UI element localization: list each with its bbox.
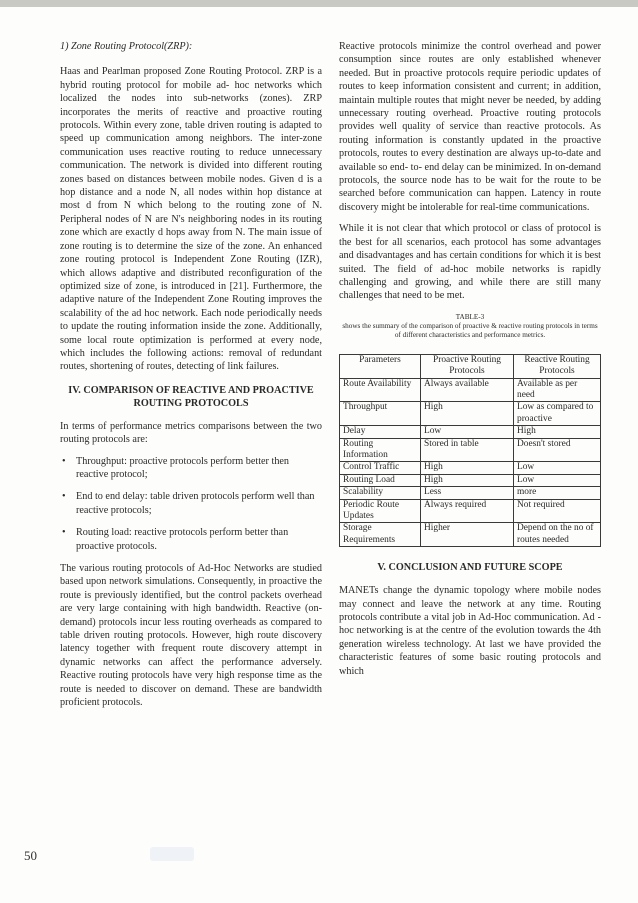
reactive-paragraph: Reactive protocols minimize the control overhead and power consumption since routes are only established whenever needed. But in proactive protocols require periodic updates of routes to keep information consistent and current; in addition, maintain multiple routes that might never be needed, by adding unnecessary routing overhead. Proactive routing protocols provides well quality of service than reactive protocols. As routing information is constantly updated in the proactive protocols, routes to every destination are always up-to-date and available so end- to- end delay can be minimized. In on-demand protocols, the source node has to be wait for the route to be searched before communication can happen. Latency in route discovery might be intolerable for real-time communications. <box>339 41 601 213</box>
table-cell: Route Availability <box>340 378 421 402</box>
zrp-subheading: 1) Zone Routing Protocol(ZRP): <box>60 41 193 52</box>
list-item: • Throughput: proactive protocols perform better then reactive protocol; <box>60 455 322 482</box>
page-number: 50 <box>24 848 37 863</box>
table-cell: High <box>421 462 514 474</box>
table-cell: Low <box>514 474 601 486</box>
table-header-cell: Reactive Routing Protocols <box>514 354 601 378</box>
list-item: • End to end delay: table driven protocols perform well than reactive protocols; <box>60 490 322 517</box>
table-cell: Available as per need <box>514 378 601 402</box>
table-cell: Control Traffic <box>340 462 421 474</box>
section-v-heading: V. CONCLUSION AND FUTURE SCOPE <box>377 562 563 574</box>
table-cell: Not required <box>514 499 601 523</box>
table-row <box>340 523 601 547</box>
table-cell: Doesn't stored <box>514 438 601 462</box>
table-title: TABLE-3 <box>455 312 485 321</box>
table-cell: Less <box>421 487 514 499</box>
table-cell: Periodic Route Updates <box>340 499 421 523</box>
table-row <box>340 462 601 474</box>
table-cell: High <box>514 426 601 438</box>
scenario-paragraph: While it is not clear that which protocol or class of protocol is the best for all scenarios, each protocol has some advantages and disadvantages and has certain conditions for which it is best suited. The field of ad-hoc mobile networks is rapidly challenging and growing, and while there are still many challenges that need to be met. <box>339 223 601 302</box>
table-header-row <box>340 354 601 378</box>
table-row <box>340 402 601 426</box>
table-caption: shows the summary of the comparison of proactive & reactive routing protocols in terms of different characteristics and performance metrics. <box>342 321 598 339</box>
section-iv-heading: IV. COMPARISON OF REACTIVE AND PROACTIVE ROUTING PROTOCOLS <box>68 384 314 409</box>
zrp-paragraph: Haas and Pearlman proposed Zone Routing Protocol. ZRP is a hybrid routing protocol for mobile ad- hoc networks which localized the nodes into sub-networks (zones). ZRP incorporates the merits of reactive and proactive routing protocols. Within every zone, table driven routing is adapted to speed up communication among neighbors. The inter-zone communication uses reactive routing to reduce unnecessary communication. The network is divided into different routing zones based on distances between mobile nodes. Given d is a hop distance and a node N, all nodes within hop distance at most d from N which belong to the routing zone of N. Peripheral nodes of N are N's neighboring nodes in its routing zone which are exactly d hops away from N. The main issue of zone routing is to determine the size of the zone. An enhanced zone routing protocol is Independent Zone Routing (IZR), which allows adaptive and distributed reconfiguration of the optimized size of zone, is introduced in [21]. Furthermore, the adaptive nature of the Independent Zone Routing improves the scalability of the ad hoc network. Each node periodically needs to update the routing information inside the zone. Additionally, some local route optimization is performed at every node, which includes the following actions: removal of redundant routes, shortening of routes, detecting of link failures. <box>60 66 322 373</box>
table-cell: Storage Requirements <box>340 523 421 547</box>
table-cell: Always available <box>421 378 514 402</box>
table-cell: High <box>421 402 514 426</box>
comparison-table <box>339 354 601 548</box>
list-item: • Routing load: reactive protocols perform better than proactive protocols. <box>60 526 322 553</box>
table-header-cell: Proactive Routing Protocols <box>421 354 514 378</box>
table-cell: High <box>421 474 514 486</box>
table-row <box>340 438 601 462</box>
page-top-edge <box>0 0 638 7</box>
table-row <box>340 487 601 499</box>
table-cell: Low as compared to proactive <box>514 402 601 426</box>
table-header-cell: Parameters <box>340 354 421 378</box>
table-cell: Delay <box>340 426 421 438</box>
table-cell: Low <box>421 426 514 438</box>
conclusion-paragraph: MANETs change the dynamic topology where mobile nodes may connect and leave the network at any time. Routing protocols contribute a vital job in Ad-Hoc communication. Ad -hoc networking is at the centre of the evolution towards the 4th generation wireless technology. At last we have provided the characteristic features of some basic routing protocols and which <box>339 585 601 677</box>
right-column <box>339 40 601 678</box>
table-cell: Stored in table <box>421 438 514 462</box>
table-row <box>340 426 601 438</box>
comparison-intro: In terms of performance metrics comparisons between the two routing protocols are: <box>60 420 322 446</box>
metrics-list <box>60 455 322 553</box>
left-column <box>60 40 322 709</box>
table-cell: Depend on the no of routes needed <box>514 523 601 547</box>
table-cell: Throughput <box>340 402 421 426</box>
table-row <box>340 499 601 523</box>
table-row <box>340 378 601 402</box>
table-cell: Routing Information <box>340 438 421 462</box>
table-cell: Scalability <box>340 487 421 499</box>
table-cell: Higher <box>421 523 514 547</box>
scan-smudge <box>150 847 194 861</box>
table-cell: Routing Load <box>340 474 421 486</box>
table-cell: more <box>514 487 601 499</box>
comparison-paragraph: The various routing protocols of Ad-Hoc Networks are studied based upon network simulations. Consequently, in proactive the route is previously identified, but the control packets overhead are very large containing with high bandwidth. Reactive (on-demand) protocols incur less routing overheads as compared to table driven routing protocols. However, high route discovery latency together with frequent route discovery attempt in dynamic networks can affect the performance adversely. Reactive routing protocols have very high response time as the route is needed to discover on demand. These are bandwidth proficient protocols. <box>60 563 322 709</box>
table-row <box>340 474 601 486</box>
table-cell: Low <box>514 462 601 474</box>
table-cell: Always required <box>421 499 514 523</box>
